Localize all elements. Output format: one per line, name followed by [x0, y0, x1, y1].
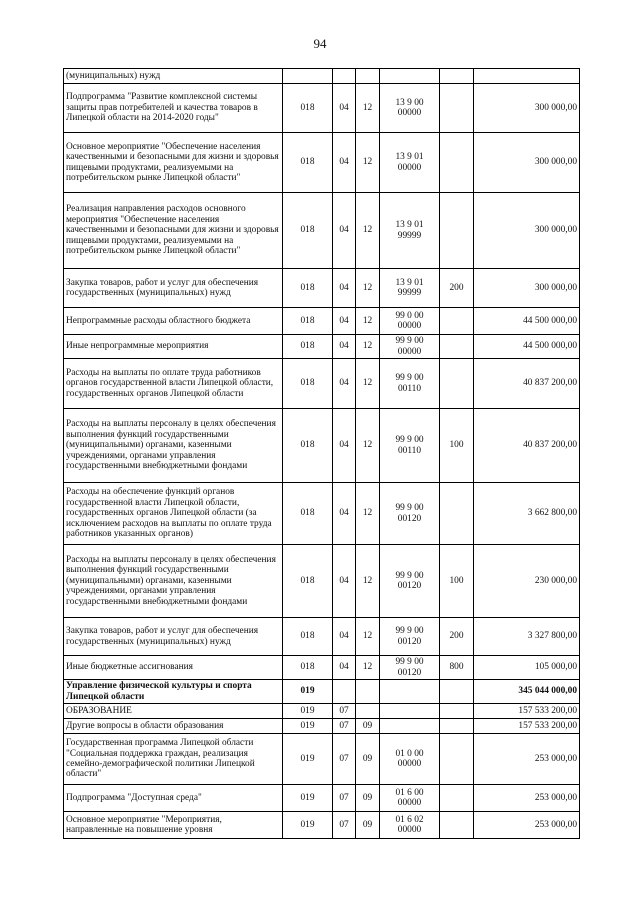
expense-type-cell: 200 — [440, 618, 474, 656]
table-row — [64, 335, 580, 359]
department-code-cell: 018 — [283, 359, 333, 409]
subsection-code-cell: 09 — [356, 785, 380, 812]
amount-cell: 300 000,00 — [474, 84, 580, 133]
expense-type-cell — [440, 483, 474, 545]
amount-cell: 157 533 200,00 — [474, 719, 580, 734]
department-code-cell: 019 — [283, 680, 333, 704]
expense-type-cell — [440, 335, 474, 359]
expense-type-cell — [440, 308, 474, 335]
section-code-cell — [333, 69, 356, 84]
target-article-cell — [380, 308, 440, 335]
expense-type-cell: 100 — [440, 409, 474, 483]
target-article-line: 99999 — [397, 288, 422, 298]
target-article-cell — [380, 84, 440, 133]
section-code-cell: 04 — [333, 133, 356, 193]
target-article-line: 99 9 00 — [395, 657, 424, 668]
target-article-line: 99 9 00 — [395, 503, 424, 514]
expense-name-cell: Подпрограмма "Развитие комплексной системы защиты прав потребителей и качества товаров в Липецкой области на 2014-2020 годы" — [64, 84, 283, 133]
expense-type-cell: 100 — [440, 545, 474, 618]
subsection-code-cell: 09 — [356, 812, 380, 839]
table-row — [64, 719, 580, 734]
amount-cell: 105 000,00 — [474, 656, 580, 680]
department-code-cell: 018 — [283, 269, 333, 308]
target-article-cell — [380, 618, 440, 656]
expense-name-cell: Закупка товаров, работ и услуг для обеспечения государственных (муниципальных) нужд — [64, 618, 283, 656]
subsection-code-cell: 12 — [356, 193, 380, 269]
section-code-cell: 04 — [333, 335, 356, 359]
subsection-code-cell: 12 — [356, 133, 380, 193]
subsection-code-cell: 09 — [356, 734, 380, 785]
target-article-line: 00000 — [397, 825, 422, 835]
target-article-line: 00120 — [397, 513, 422, 524]
amount-cell: 3 327 800,00 — [474, 618, 580, 656]
department-code-cell: 018 — [283, 483, 333, 545]
target-article-line: 99 9 00 — [395, 373, 424, 384]
subsection-code-cell: 12 — [356, 618, 380, 656]
page-number: 94 — [313, 36, 327, 51]
amount-cell: 157 533 200,00 — [474, 704, 580, 719]
target-article-cell — [380, 409, 440, 483]
amount-cell: 253 000,00 — [474, 785, 580, 812]
expense-name-cell: Реализация направления расходов основного мероприятия "Обеспечение населения качественными и безопасными для жизни и здоровья пищевыми продуктами, реализуемыми на потребительском рынке Липецкой области" — [64, 193, 283, 269]
target-article-cell — [380, 269, 440, 308]
expense-name-cell: Расходы на обеспечение функций органов государственной власти Липецкой области, государственных органов Липецкой области (за исключением расходов на выплаты по оплате труда работников указанных органов) — [64, 483, 283, 545]
section-code-cell: 04 — [333, 483, 356, 545]
amount-cell: 3 662 800,00 — [474, 483, 580, 545]
department-code-cell — [283, 69, 333, 84]
target-article-line: 01 0 00 — [395, 748, 424, 759]
target-article-line: 13 9 01 — [395, 277, 424, 288]
subsection-code-cell: 09 — [356, 719, 380, 734]
expense-name-cell: ОБРАЗОВАНИЕ — [64, 704, 283, 719]
section-code-cell: 04 — [333, 359, 356, 409]
table-row — [64, 483, 580, 545]
department-code-cell: 018 — [283, 84, 333, 133]
table-row — [64, 618, 580, 656]
target-article-line: 00110 — [397, 383, 422, 394]
target-article-cell — [380, 69, 440, 84]
table-row — [64, 308, 580, 335]
amount-cell: 300 000,00 — [474, 133, 580, 193]
table-row — [64, 734, 580, 785]
department-code-cell: 019 — [283, 704, 333, 719]
amount-cell: 253 000,00 — [474, 812, 580, 839]
department-code-cell: 019 — [283, 785, 333, 812]
target-article-line: 00000 — [397, 162, 422, 173]
expense-name-cell: Иные непрограммные мероприятия — [64, 335, 283, 359]
target-article-line: 99 9 00 — [395, 336, 424, 347]
target-article-line: 00110 — [397, 445, 422, 456]
section-code-cell — [333, 680, 356, 704]
table-row — [64, 545, 580, 618]
target-article-cell — [380, 359, 440, 409]
target-article-line: 99999 — [397, 230, 422, 241]
department-code-cell: 019 — [283, 719, 333, 734]
expense-type-cell — [440, 84, 474, 133]
target-article-line: 00000 — [397, 798, 422, 808]
section-code-cell: 04 — [333, 84, 356, 133]
expense-name-cell: Государственная программа Липецкой области "Социальная поддержка граждан, реализация семейно-демографической политики Липецкой области" — [64, 734, 283, 785]
target-article-line: 13 9 01 — [395, 220, 424, 231]
target-article-line: 00000 — [397, 346, 422, 357]
department-code-cell: 018 — [283, 308, 333, 335]
target-article-cell — [380, 656, 440, 680]
amount-cell: 345 044 000,00 — [474, 680, 580, 704]
section-code-cell: 07 — [333, 785, 356, 812]
subsection-code-cell: 12 — [356, 269, 380, 308]
expense-type-cell — [440, 812, 474, 839]
table-row — [64, 680, 580, 704]
subsection-code-cell: 12 — [356, 308, 380, 335]
subsection-code-cell: 12 — [356, 84, 380, 133]
department-code-cell: 019 — [283, 734, 333, 785]
target-article-line: 99 9 00 — [395, 626, 424, 637]
expense-type-cell — [440, 704, 474, 719]
table-row — [64, 785, 580, 812]
subsection-code-cell: 12 — [356, 335, 380, 359]
expense-type-cell — [440, 680, 474, 704]
target-article-line: 00120 — [397, 636, 422, 647]
expense-type-cell — [440, 719, 474, 734]
expense-name-cell: Основное мероприятие "Мероприятия, направленные на повышение уровня — [64, 812, 283, 839]
amount-cell: 40 837 200,00 — [474, 359, 580, 409]
amount-cell: 300 000,00 — [474, 193, 580, 269]
target-article-cell — [380, 680, 440, 704]
subsection-code-cell: 12 — [356, 409, 380, 483]
target-article-cell — [380, 734, 440, 785]
expense-type-cell — [440, 734, 474, 785]
table-row — [64, 656, 580, 680]
expense-name-cell: Закупка товаров, работ и услуг для обеспечения государственных (муниципальных) нужд — [64, 269, 283, 308]
department-code-cell: 018 — [283, 193, 333, 269]
target-article-line: 00000 — [397, 321, 422, 331]
target-article-line: 13 9 00 — [395, 97, 424, 108]
budget-table — [63, 68, 580, 839]
target-article-line: 01 6 00 — [395, 787, 424, 798]
section-code-cell: 07 — [333, 704, 356, 719]
department-code-cell: 018 — [283, 545, 333, 618]
budget-table-body — [64, 69, 580, 839]
target-article-line: 00000 — [397, 108, 422, 118]
expense-name-cell: (муниципальных) нужд — [64, 69, 283, 84]
expense-type-cell — [440, 193, 474, 269]
expense-type-cell — [440, 359, 474, 409]
department-code-cell: 019 — [283, 812, 333, 839]
expense-name-cell: Управление физической культуры и спорта Липецкой области — [64, 680, 283, 704]
expense-name-cell: Расходы на выплаты персоналу в целях обеспечения выполнения функций государственными (муниципальными) органами, казенными учреждениями, органами управления государственными внебюджетными фондами — [64, 409, 283, 483]
expense-name-cell: Непрограммные расходы областного бюджета — [64, 308, 283, 335]
expense-type-cell: 800 — [440, 656, 474, 680]
amount-cell: 44 500 000,00 — [474, 308, 580, 335]
target-article-cell — [380, 133, 440, 193]
target-article-line: 01 6 02 — [395, 814, 424, 825]
expense-name-cell: Другие вопросы в области образования — [64, 719, 283, 734]
table-row — [64, 409, 580, 483]
table-row — [64, 133, 580, 193]
target-article-cell — [380, 545, 440, 618]
department-code-cell: 018 — [283, 618, 333, 656]
table-row — [64, 269, 580, 308]
amount-cell: 253 000,00 — [474, 734, 580, 785]
section-code-cell: 04 — [333, 269, 356, 308]
amount-cell — [474, 69, 580, 84]
section-code-cell: 07 — [333, 734, 356, 785]
subsection-code-cell — [356, 69, 380, 84]
target-article-cell — [380, 483, 440, 545]
expense-type-cell — [440, 133, 474, 193]
target-article-cell — [380, 719, 440, 734]
table-row — [64, 812, 580, 839]
expense-type-cell: 200 — [440, 269, 474, 308]
section-code-cell: 04 — [333, 193, 356, 269]
target-article-line: 99 0 00 — [395, 310, 424, 321]
department-code-cell: 018 — [283, 409, 333, 483]
section-code-cell: 04 — [333, 618, 356, 656]
subsection-code-cell: 12 — [356, 359, 380, 409]
subsection-code-cell — [356, 704, 380, 719]
section-code-cell: 07 — [333, 812, 356, 839]
table-row — [64, 193, 580, 269]
section-code-cell: 07 — [333, 719, 356, 734]
table-row — [64, 704, 580, 719]
expense-type-cell — [440, 69, 474, 84]
expense-name-cell: Расходы на выплаты по оплате труда работников органов государственной власти Липецкой области, государственных органов Липецкой области — [64, 359, 283, 409]
target-article-line: 00120 — [397, 667, 422, 678]
target-article-line: 99 9 00 — [395, 435, 424, 446]
target-article-line: 99 9 00 — [395, 570, 424, 581]
target-article-cell — [380, 335, 440, 359]
target-article-line: 00000 — [397, 759, 422, 769]
section-code-cell: 04 — [333, 409, 356, 483]
subsection-code-cell: 12 — [356, 545, 380, 618]
table-row — [64, 84, 580, 133]
department-code-cell: 018 — [283, 656, 333, 680]
subsection-code-cell: 12 — [356, 656, 380, 680]
expense-name-cell: Иные бюджетные ассигнования — [64, 656, 283, 680]
target-article-cell — [380, 812, 440, 839]
table-row — [64, 359, 580, 409]
amount-cell: 44 500 000,00 — [474, 335, 580, 359]
amount-cell: 40 837 200,00 — [474, 409, 580, 483]
target-article-line: 13 9 01 — [395, 152, 424, 163]
subsection-code-cell — [356, 680, 380, 704]
section-code-cell: 04 — [333, 656, 356, 680]
department-code-cell: 018 — [283, 335, 333, 359]
expense-name-cell: Расходы на выплаты персоналу в целях обеспечения выполнения функций государственными (муниципальными) органами, казенными учреждениями, органами управления государственными внебюджетными фондами — [64, 545, 283, 618]
department-code-cell: 018 — [283, 133, 333, 193]
expense-name-cell: Основное мероприятие "Обеспечение населения качественными и безопасными для жизни и здоровья пищевыми продуктами, реализуемыми на потребительском рынке Липецкой области" — [64, 133, 283, 193]
amount-cell: 300 000,00 — [474, 269, 580, 308]
subsection-code-cell: 12 — [356, 483, 380, 545]
target-article-cell — [380, 193, 440, 269]
target-article-line: 00120 — [397, 581, 422, 591]
expense-name-cell: Подпрограмма "Доступная среда" — [64, 785, 283, 812]
expense-type-cell — [440, 785, 474, 812]
section-code-cell: 04 — [333, 545, 356, 618]
amount-cell: 230 000,00 — [474, 545, 580, 618]
target-article-cell — [380, 704, 440, 719]
table-row — [64, 69, 580, 84]
target-article-cell — [380, 785, 440, 812]
section-code-cell: 04 — [333, 308, 356, 335]
